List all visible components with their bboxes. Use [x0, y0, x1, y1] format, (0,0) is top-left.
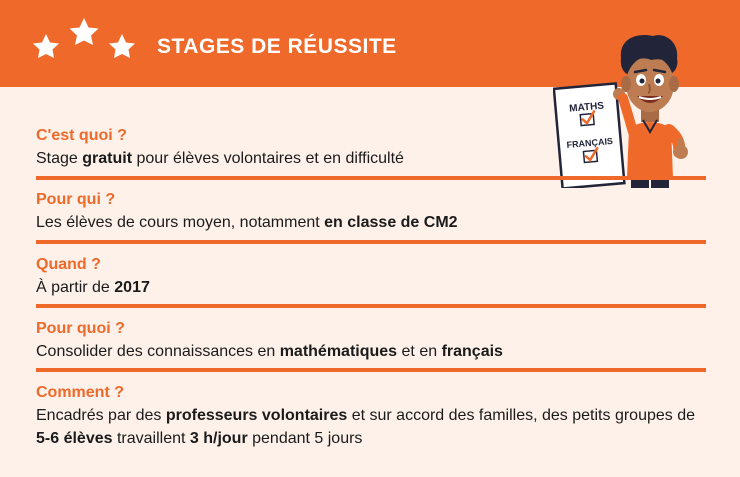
section-text: À partir de 2017 [36, 279, 150, 296]
divider [36, 176, 706, 180]
section-pour-quoi [36, 319, 706, 363]
page-title: STAGES DE RÉUSSITE [157, 35, 397, 58]
section-text: Consolider des connaissances en mathématiques et en français [36, 343, 503, 360]
section-text: Stage gratuit pour élèves volontaires et en difficulté [36, 150, 404, 167]
section-title: Pour quoi ? [36, 320, 125, 337]
star-icon [109, 34, 135, 58]
sign-maths-label: MATHS [568, 100, 605, 115]
star-icon [70, 18, 99, 45]
star-icon [33, 34, 59, 58]
mascot-face [626, 56, 674, 112]
section-comment [36, 383, 706, 450]
section-title: Comment ? [36, 384, 124, 401]
section-text: Encadrés par des professeurs volontaires et sur accord des familles, des petits groupes de 5-6 élèves travaillent 3 h/jour pendant 5 jours [36, 407, 695, 447]
stars-icon [30, 14, 140, 74]
section-cest-quoi [36, 126, 706, 170]
section-title: Pour qui ? [36, 191, 116, 208]
section-title: Quand ? [36, 256, 101, 273]
divider [36, 240, 706, 244]
section-text: Les élèves de cours moyen, notamment en classe de CM2 [36, 214, 458, 231]
section-quand [36, 255, 706, 299]
divider [36, 368, 706, 372]
sign-francais-label: FRANÇAIS [566, 135, 614, 150]
divider [36, 304, 706, 308]
section-title: C'est quoi ? [36, 127, 127, 144]
section-pour-qui [36, 190, 706, 234]
